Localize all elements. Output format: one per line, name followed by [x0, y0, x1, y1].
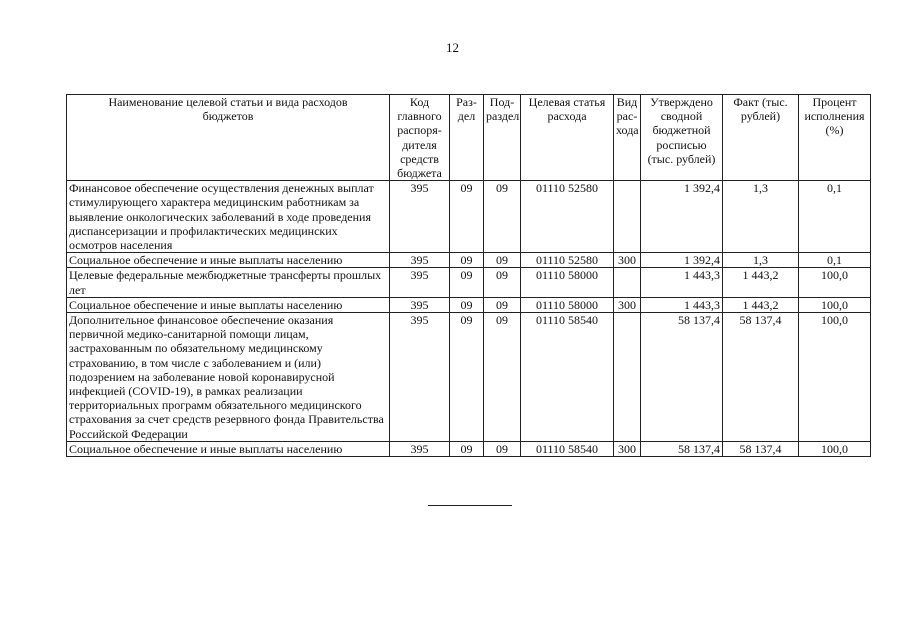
row-approved: 58 137,4: [641, 441, 723, 456]
row-target-article: 01110 52580: [521, 253, 614, 268]
row-percent: 100,0: [799, 441, 871, 456]
row-section: 09: [450, 253, 484, 268]
row-percent: 100,0: [799, 297, 871, 312]
row-admin-code: 395: [390, 268, 450, 297]
row-section: 09: [450, 313, 484, 442]
row-admin-code: 395: [390, 441, 450, 456]
row-subsection: 09: [484, 297, 521, 312]
row-fact: 58 137,4: [723, 441, 799, 456]
table-row: [67, 268, 871, 297]
row-approved: 58 137,4: [641, 313, 723, 442]
row-expense-type: 300: [614, 297, 641, 312]
header-expense-type: Вид рас-хода: [614, 95, 641, 181]
table-header-row: [67, 95, 871, 181]
page-number: 12: [446, 40, 459, 55]
header-percent: Процент исполнения (%): [799, 95, 871, 181]
table-row: [67, 441, 871, 456]
row-target-article: 01110 58540: [521, 313, 614, 442]
table-row: [67, 181, 871, 253]
row-admin-code: 395: [390, 253, 450, 268]
row-fact: 1 443,2: [723, 268, 799, 297]
row-name: Социальное обеспечение и иные выплаты населению: [67, 253, 390, 268]
header-section: Раз-дел: [450, 95, 484, 181]
row-approved: 1 392,4: [641, 181, 723, 253]
row-expense-type: 300: [614, 253, 641, 268]
row-fact: 1 443,2: [723, 297, 799, 312]
row-target-article: 01110 58000: [521, 268, 614, 297]
header-subsection: Под-раздел: [484, 95, 521, 181]
closing-rule-divider: [428, 505, 512, 506]
row-expense-type: [614, 313, 641, 442]
row-section: 09: [450, 441, 484, 456]
row-name: Финансовое обеспечение осуществления денежных выплат стимулирующего характера медицинским работникам за выявление онкологических заболеваний в ходе проведения диспансеризации и профилактических медицинских осмотров населения: [67, 181, 390, 253]
row-subsection: 09: [484, 313, 521, 442]
row-fact: 1,3: [723, 181, 799, 253]
row-subsection: 09: [484, 181, 521, 253]
header-target-article: Целевая статья расхода: [521, 95, 614, 181]
row-expense-type: [614, 181, 641, 253]
row-expense-type: 300: [614, 441, 641, 456]
row-section: 09: [450, 181, 484, 253]
row-name: Целевые федеральные межбюджетные трансферты прошлых лет: [67, 268, 390, 297]
row-name: Дополнительное финансовое обеспечение оказания первичной медико-санитарной помощи лицам, застрахованным по обязательному медицинскому страхованию, в том числе с заболеванием и (или) подозрением на заболевание новой коронавирусной инфекцией (COVID-19), в рамках реализации территориальных программ обязательного медицинского страхования за счет средств резервного фонда Правительства Российской Федерации: [67, 313, 390, 442]
row-percent: 0,1: [799, 253, 871, 268]
row-approved: 1 443,3: [641, 268, 723, 297]
table-row: [67, 297, 871, 312]
header-name: Наименование целевой статьи и вида расходов бюджетов: [67, 95, 390, 181]
row-section: 09: [450, 297, 484, 312]
row-section: 09: [450, 268, 484, 297]
row-percent: 100,0: [799, 313, 871, 442]
row-admin-code: 395: [390, 313, 450, 442]
row-subsection: 09: [484, 441, 521, 456]
budget-execution-table: [66, 94, 871, 457]
row-name: Социальное обеспечение и иные выплаты населению: [67, 441, 390, 456]
row-percent: 0,1: [799, 181, 871, 253]
row-approved: 1 392,4: [641, 253, 723, 268]
row-target-article: 01110 52580: [521, 181, 614, 253]
row-admin-code: 395: [390, 297, 450, 312]
table-row: [67, 253, 871, 268]
header-fact: Факт (тыс. рублей): [723, 95, 799, 181]
row-fact: 58 137,4: [723, 313, 799, 442]
row-target-article: 01110 58540: [521, 441, 614, 456]
row-approved: 1 443,3: [641, 297, 723, 312]
table-row: [67, 313, 871, 442]
row-expense-type: [614, 268, 641, 297]
row-admin-code: 395: [390, 181, 450, 253]
row-subsection: 09: [484, 268, 521, 297]
row-name: Социальное обеспечение и иные выплаты населению: [67, 297, 390, 312]
row-fact: 1,3: [723, 253, 799, 268]
header-admin-code: Код главного распоря-дителя средств бюджета: [390, 95, 450, 181]
row-percent: 100,0: [799, 268, 871, 297]
row-subsection: 09: [484, 253, 521, 268]
header-approved: Утверждено сводной бюджетной росписью (тыс. рублей): [641, 95, 723, 181]
row-target-article: 01110 58000: [521, 297, 614, 312]
